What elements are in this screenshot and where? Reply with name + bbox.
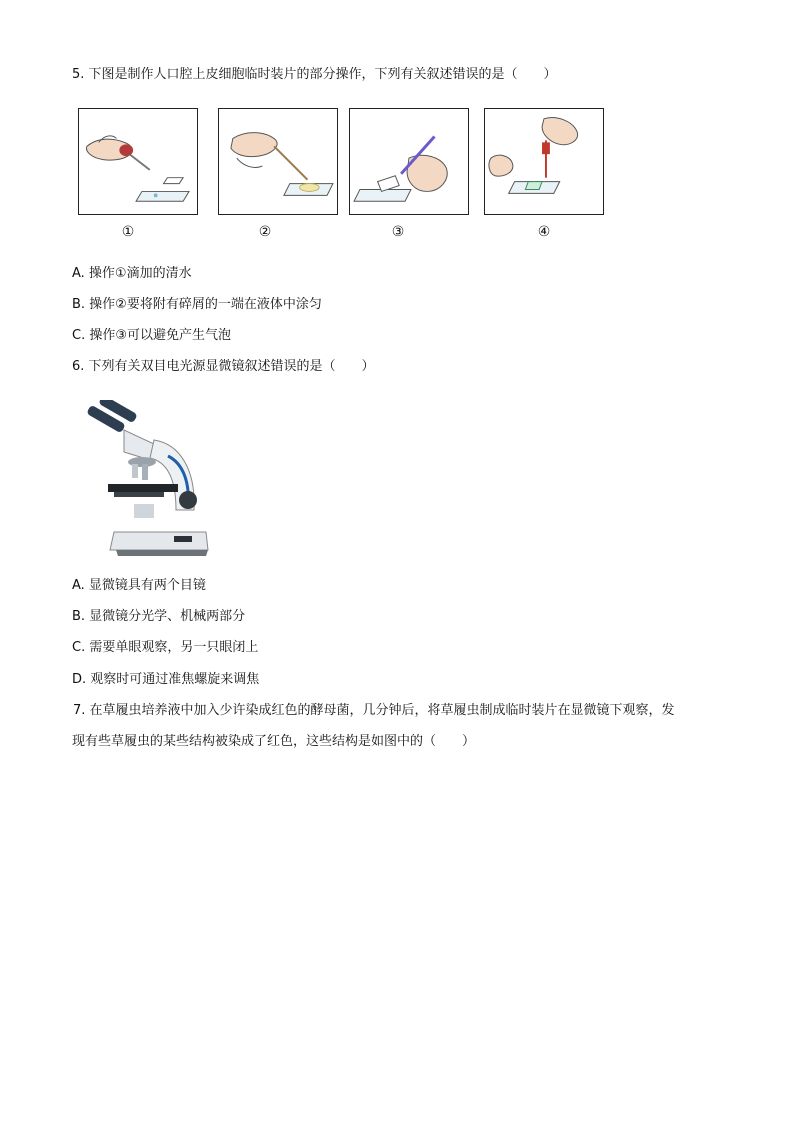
q6-option-b: B. 显微镜分光学、机械两部分 (72, 609, 246, 624)
figure-step-1-dropper (78, 108, 198, 215)
q6-option-d: D. 观察时可通过准焦螺旋来调焦 (72, 672, 260, 687)
microscope-image (84, 400, 214, 560)
q5-option-b: B. 操作②要将附有碎屑的一端在液体中涂匀 (72, 297, 322, 312)
question-5-stem: 5. 下图是制作人口腔上皮细胞临时装片的部分操作，下列有关叙述错误的是（ ） (72, 67, 557, 82)
figure-label-3: ③ (391, 224, 405, 240)
figure-step-3-coverslip (349, 108, 469, 215)
question-7-stem-line-1: 7. 在草履虫培养液中加入少许染成红色的酵母菌，几分钟后，将草履虫制成临时装片在显微镜下观察，发 (73, 703, 675, 718)
q5-option-a: A. 操作①滴加的清水 (72, 266, 192, 281)
question-7-stem-line-2: 现有些草履虫的某些结构被染成了红色，这些结构是如图中的（ ） (72, 734, 476, 749)
q6-option-c: C. 需要单眼观察，另一只眼闭上 (72, 640, 259, 655)
figure-step-2-toothpick (218, 108, 338, 215)
figure-label-1: ① (121, 224, 135, 240)
figure-label-2: ② (258, 224, 272, 240)
figure-label-4: ④ (537, 224, 551, 240)
q6-option-a: A. 显微镜具有两个目镜 (72, 578, 206, 593)
q5-option-c: C. 操作③可以避免产生气泡 (72, 328, 231, 343)
figure-step-4-staining (484, 108, 604, 215)
question-6-stem: 6. 下列有关双目电光源显微镜叙述错误的是（ ） (72, 359, 375, 374)
